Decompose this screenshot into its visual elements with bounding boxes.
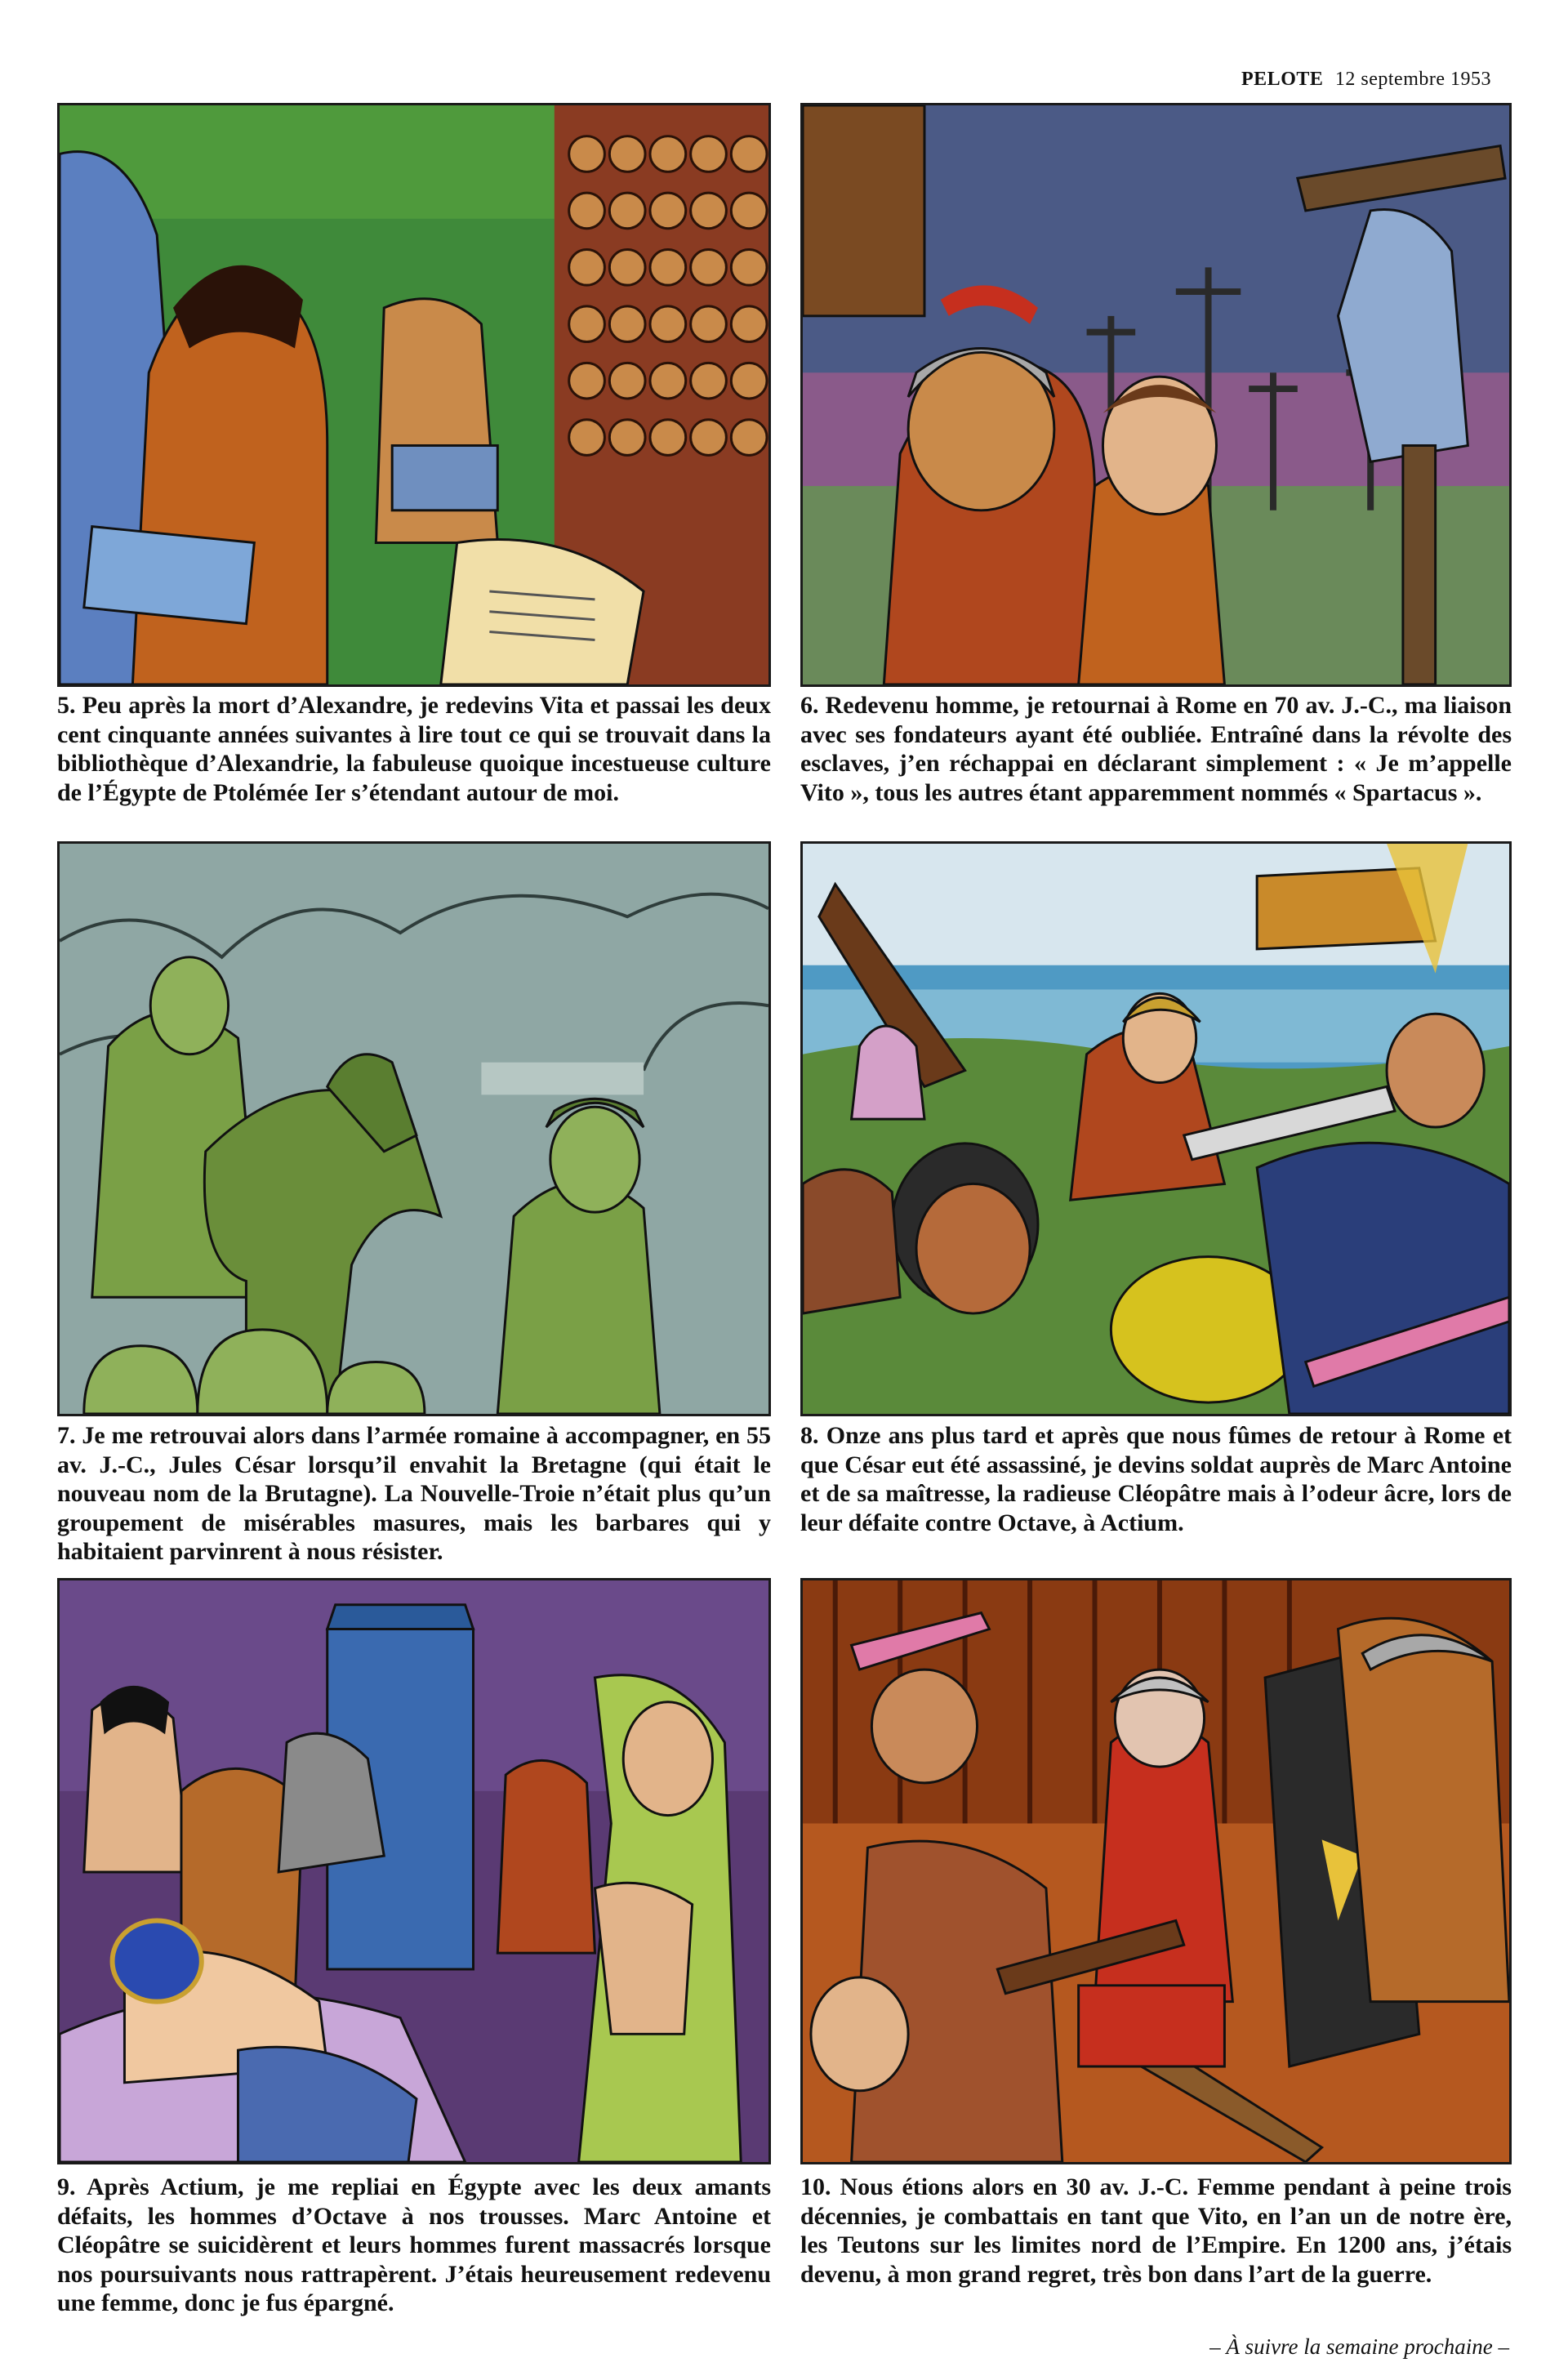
publication-date: 12 septembre 1953 [1334,69,1491,90]
comic-panel-10 [800,1578,1512,2164]
publication-name: PELOTE [1241,69,1324,90]
caption-6: 6. Redevenu homme, je retournai à Rome en 70 av. J.-C., ma liaison avec ses fondateurs ayant été oubliée. Entraîné dans la révolte des esclaves, j’en réchappai en déclarant simplement : « Je m’appelle Vito », tous les autres étant apparemment nommés « Spartacus ». [800,692,1512,806]
comic-panel-5 [57,103,771,687]
page-header [1241,69,1491,91]
panel-7-illustration [60,844,768,1414]
panel-9-illustration [60,1580,768,2162]
caption-7: 7. Je me retrouvai alors dans l’armée romaine à accompagner, en 55 av. J.-C., Jules César lorsqu’il envahit la Bretagne (qui était le nouveau nom de la Brutagne). La Nouvelle-Troie n’était plus qu’un groupement de misérables masures, mais les barbares qui y habitaient parvinrent à nous résister. [57,1422,771,1565]
panel-5-illustration [60,105,768,684]
caption-10: 10. Nous étions alors en 30 av. J.-C. Femme pendant à peine trois décennies, je combattais en tant que Vito, en l’an un de notre ère, les Teutons sur les limites nord de l’Empire. En 1200 ans, j’étais devenu, à mon grand regret, très bon dans l’art de la guerre. [800,2173,1512,2288]
comic-panel-9 [57,1578,771,2164]
comic-panel-6 [800,103,1512,687]
panel-8-illustration [803,844,1509,1414]
caption-5: 5. Peu après la mort d’Alexandre, je redevins Vita et passai les deux cent cinquante années suivantes à lire tout ce qui se trouvait dans la bibliothèque d’Alexandrie, la fabuleuse quoique incestueuse culture de l’Égypte de Ptolémée Ier s’étendant autour de moi. [57,692,771,806]
continued-notice: – À suivre la semaine prochaine – [1209,2334,1509,2359]
comic-panel-8 [800,841,1512,1416]
caption-8: 8. Onze ans plus tard et après que nous fûmes de retour à Rome et que César eut été assassiné, je devins soldat auprès de Marc Antoine et de sa maîtresse, la radieuse Cléopâtre mais à l’odeur âcre, lors de leur défaite contre Octave, à Actium. [800,1422,1512,1536]
panel-6-illustration [803,105,1509,684]
caption-9: 9. Après Actium, je me repliai en Égypte avec les deux amants défaits, les hommes d’Octave à nos trousses. Marc Antoine et Cléopâtre se suicidèrent et leurs hommes furent massacrés lorsque nos poursuivants nous rattrapèrent. J’étais heureusement redevenu une femme, donc je fus épargné. [57,2173,771,2316]
comic-panel-7 [57,841,771,1416]
panel-10-illustration [803,1580,1509,2162]
